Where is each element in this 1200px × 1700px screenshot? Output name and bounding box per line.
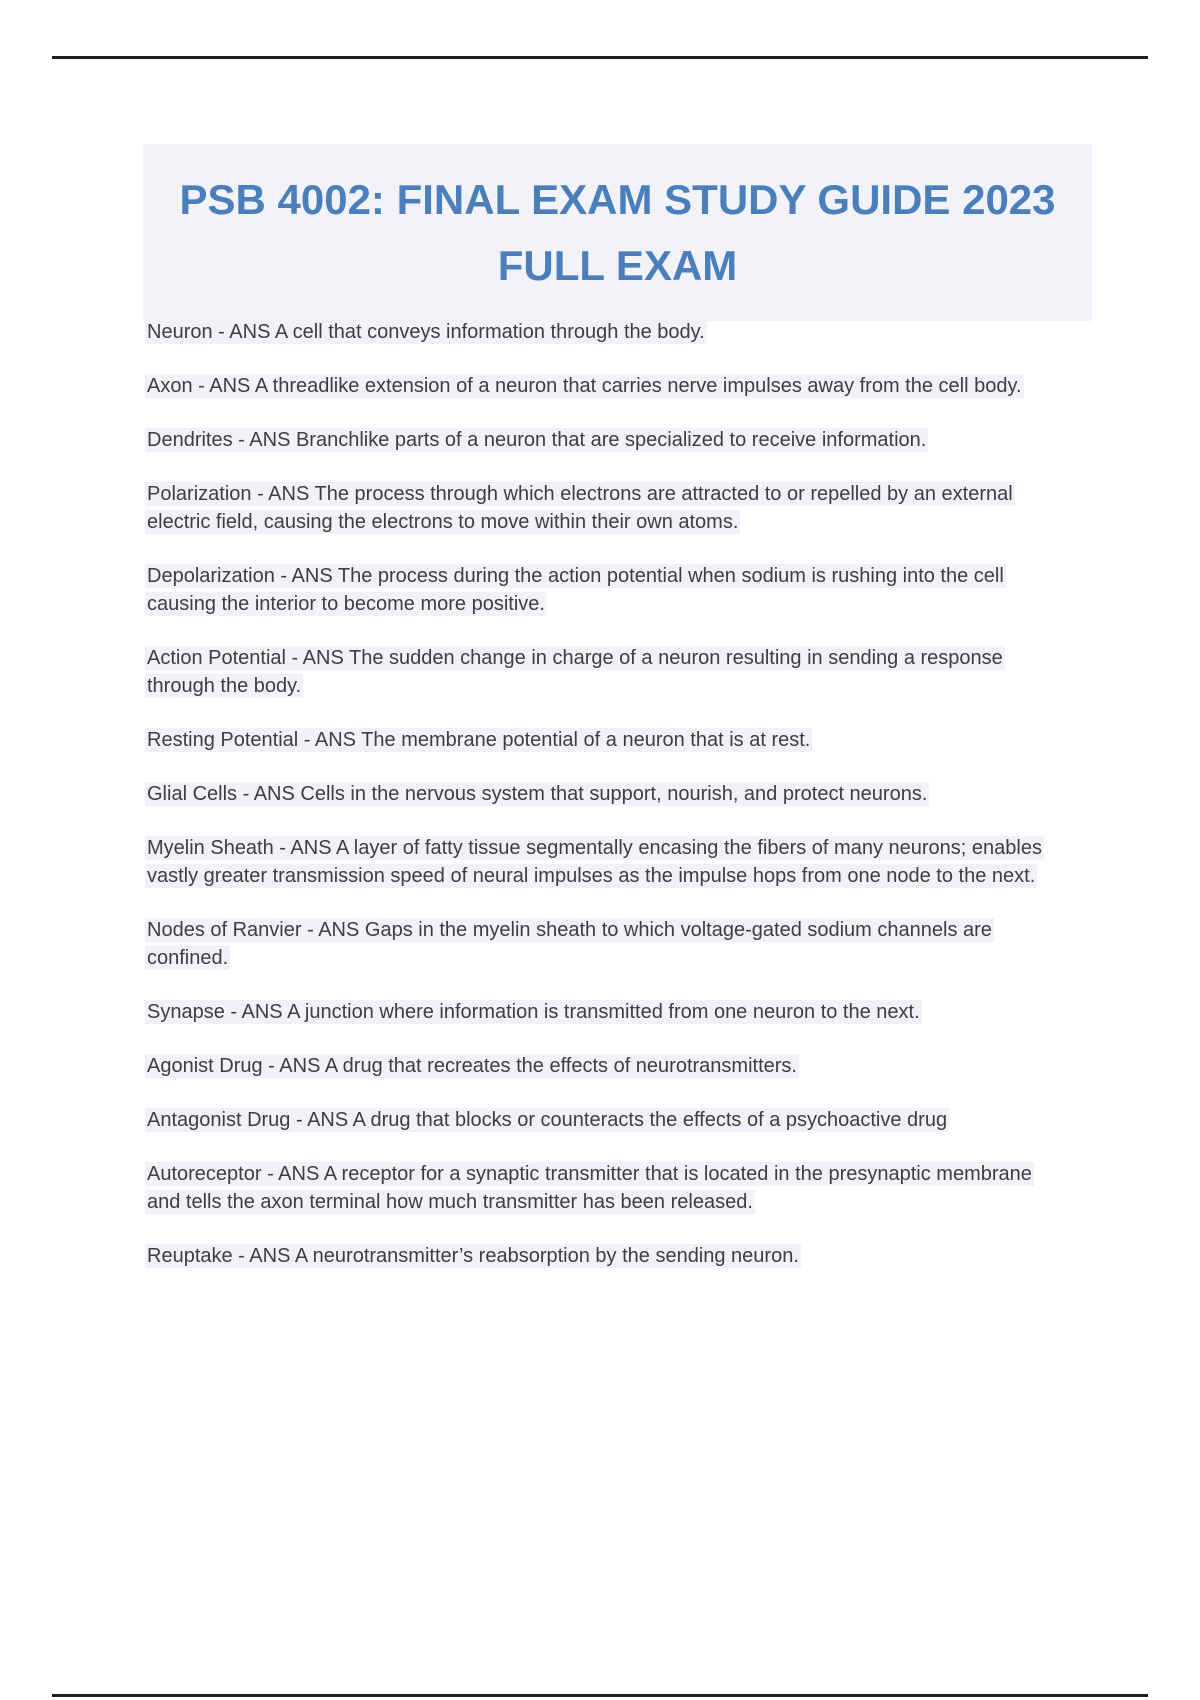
entry-separator: - ANS [298, 729, 362, 751]
entry-separator: - ANS [290, 1109, 353, 1131]
entry-definition: A neurotransmitter’s reabsorption by the sending neuron. [294, 1245, 799, 1267]
entry-definition: The process during the action potential when sodium is rushing into the cell causing the interior to become more positive. [147, 565, 1004, 615]
study-entry [145, 1106, 1067, 1134]
study-entry [145, 318, 1067, 346]
entry-definition: A layer of fatty tissue segmentally encasing the fibers of many neurons; enables vastly greater transmission speed of neural impulses as the impulse hops from one node to the next. [147, 837, 1042, 887]
entry-highlight [145, 836, 1044, 888]
study-entry [145, 1052, 1067, 1080]
study-entry [145, 480, 1067, 536]
study-entry [145, 1242, 1067, 1270]
study-entry [145, 372, 1067, 400]
study-entry [145, 562, 1067, 618]
title-line-2: FULL EXAM [497, 241, 738, 289]
entry-definition: Cells in the nervous system that support, nourish, and protect neurons. [300, 783, 928, 805]
entry-highlight [145, 918, 994, 970]
entry-highlight [145, 1244, 801, 1268]
entry-term: Action Potential [147, 647, 286, 669]
entry-term: Myelin Sheath [147, 837, 274, 859]
title-banner [143, 144, 1092, 321]
bottom-divider [52, 1694, 1148, 1697]
study-entry [145, 426, 1067, 454]
entry-definition: Branchlike parts of a neuron that are specialized to receive information. [295, 429, 927, 451]
entry-separator: - ANS [212, 321, 275, 343]
entry-highlight [145, 1054, 799, 1078]
entry-definition: A receptor for a synaptic transmitter that is located in the presynaptic membrane and tells the axon terminal how much transmitter has been released. [147, 1163, 1032, 1213]
entry-term: Resting Potential [147, 729, 299, 751]
entry-definition: A drug that blocks or counteracts the effects of a psychoactive drug [352, 1109, 948, 1131]
study-entry [145, 916, 1067, 972]
entry-term: Synapse [147, 1001, 225, 1023]
document-title [149, 167, 1085, 299]
entry-definition: A cell that conveys information through the body. [274, 321, 705, 343]
entry-term: Antagonist Drug [147, 1109, 291, 1131]
entry-separator: - ANS [192, 375, 255, 397]
entry-term: Neuron [147, 321, 213, 343]
study-entry [145, 834, 1067, 890]
entry-highlight [145, 564, 1006, 616]
entries-list [145, 318, 1067, 1296]
entry-definition: A drug that recreates the effects of neurotransmitters. [324, 1055, 797, 1077]
entry-separator: - ANS [301, 919, 365, 941]
entry-term: Glial Cells [147, 783, 238, 805]
entry-definition: Gaps in the myelin sheath to which voltage-gated sodium channels are confined. [147, 919, 992, 969]
entry-highlight [145, 1108, 949, 1132]
entry-highlight [145, 482, 1015, 534]
entry-highlight [145, 374, 1024, 398]
entry-highlight [145, 782, 929, 806]
entry-separator: - ANS [232, 1245, 295, 1267]
entry-definition: The sudden change in charge of a neuron resulting in sending a response through the body. [147, 647, 1003, 697]
entry-term: Agonist Drug [147, 1055, 263, 1077]
entry-highlight [145, 320, 707, 344]
entry-definition: A threadlike extension of a neuron that carries nerve impulses away from the cell body. [254, 375, 1022, 397]
entry-term: Nodes of Ranvier [147, 919, 302, 941]
entry-separator: - ANS [285, 647, 349, 669]
entry-term: Polarization [147, 483, 252, 505]
entry-separator: - ANS [224, 1001, 288, 1023]
entry-definition: The membrane potential of a neuron that is at rest. [361, 729, 811, 751]
entry-term: Depolarization [147, 565, 275, 587]
entry-separator: - ANS [262, 1055, 325, 1077]
entry-term: Dendrites [147, 429, 233, 451]
entry-definition: The process through which electrons are attracted to or repelled by an external electric field, causing the electrons to move within their own atoms. [147, 483, 1013, 533]
entry-separator: - ANS [237, 783, 301, 805]
top-divider [52, 56, 1148, 59]
entry-highlight [145, 728, 812, 752]
entry-highlight [145, 1162, 1034, 1214]
entry-term: Reuptake [147, 1245, 233, 1267]
entry-term: Axon [147, 375, 193, 397]
study-entry [145, 998, 1067, 1026]
entry-separator: - ANS [261, 1163, 324, 1185]
entry-separator: - ANS [273, 837, 336, 859]
entry-separator: - ANS [232, 429, 296, 451]
study-entry [145, 726, 1067, 754]
study-entry [145, 644, 1067, 700]
study-entry [145, 1160, 1067, 1216]
title-line-1: PSB 4002: FINAL EXAM STUDY GUIDE 2023 [179, 175, 1056, 223]
entry-term: Autoreceptor [147, 1163, 262, 1185]
entry-separator: - ANS [251, 483, 315, 505]
entry-highlight [145, 1000, 922, 1024]
study-entry [145, 780, 1067, 808]
entry-separator: - ANS [274, 565, 338, 587]
entry-highlight [145, 646, 1005, 698]
entry-definition: A junction where information is transmitted from one neuron to the next. [287, 1001, 920, 1023]
entry-highlight [145, 428, 928, 452]
